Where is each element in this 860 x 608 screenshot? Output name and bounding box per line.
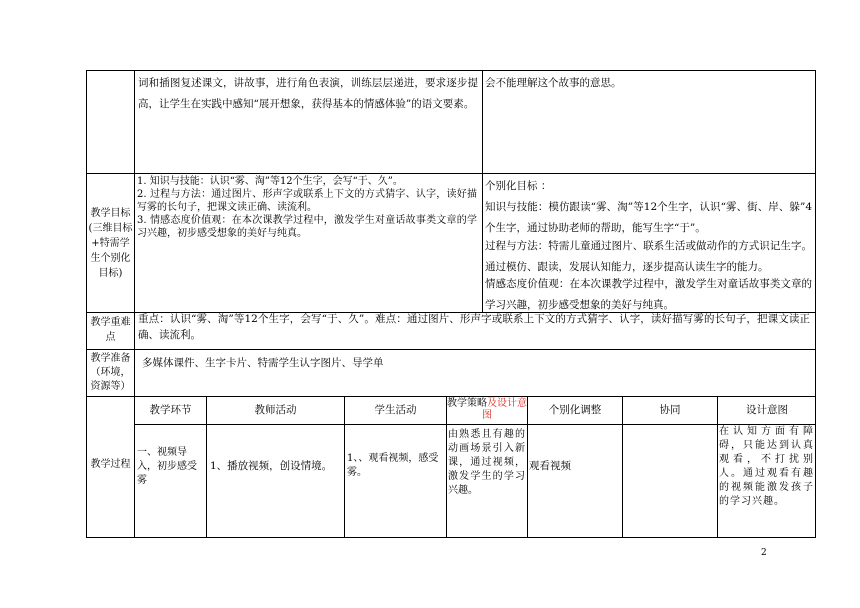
header-stage: 教学环节 [149,404,192,416]
prev-row-individual-content: 会不能理解这个故事的意思。 [485,77,622,89]
header-student: 学生活动 [374,404,417,416]
goals-label: 教学目标(三维目标+特需学生个别化目标) [88,208,133,279]
header-teacher: 教师活动 [254,404,297,416]
process-stage: 一、视频导入，初步感受雾 [137,447,197,486]
process-student: 1、、观看视频，感受雾。 [347,453,439,478]
goals-emotion: 3. 情感态度价值观：在本次课教学过程中，激发学生对童话故事类文章的学习兴趣，初步感受想象的美好与纯真。 [137,215,477,239]
header-coop: 协同 [659,404,681,416]
header-strategy-red: 及设计意图 [482,398,527,421]
individual-goals-process: 过程与方法：特需儿童通过图片、联系生活或做动作的方式识记生字。通过模仿、跟读，发展认知能力，逐步提高认读生字的能力。 [485,240,812,273]
process-label: 教学过程 [90,459,131,470]
header-adjust: 个别化调整 [548,404,602,416]
key-content: 重点：认识“雾、淘”等12个生字，会写“于、久”。难点：通过图片、形声字或联系上下文的方式猜字、认字，读好描写雾的长句子，把课文读正确、读流利。 [138,313,810,341]
header-strategy [447,398,527,422]
prev-row-label-cell [86,70,135,174]
prev-row-content: 词和插图复述课文，讲故事，进行角色表演，训练层层递进，要求逐步提高，让学生在实践中感知“展开想象，获得基本的情感体验”的语文要素。 [138,77,478,110]
process-header-divider [134,424,816,425]
header-design: 设计意图 [746,404,788,416]
key-label: 教学重难点 [90,317,131,343]
individual-goals-emotion: 情感态度价值观：在本次课教学过程中，激发学生对童话故事类文章的学习兴趣，初步感受想象的美好与纯真。 [485,278,812,311]
prep-label: 教学准备（环境，资源等） [90,353,131,392]
goals-knowledge: 1. 知识与技能：认识“雾、淘”等12个生字，会写“于、久”。 [137,176,403,187]
prep-content: 多媒体课件、生字卡片、特需学生认字图片、导学单 [142,357,384,369]
individual-goals-knowledge: 知识与技能：模仿跟读“雾、淘”等12个生字，认识“雾、街、岸、躲”4个生字，通过协助老师的帮助，能写生字“于”。 [485,201,812,234]
header-strategy-black: 教学策略 [447,398,487,409]
process-teacher: 1、播放视频，创设情境。 [210,460,333,472]
page-number: 2 [761,548,767,558]
process-strategy: 由熟悉且有趣的动画场景引入新课，通过视频，激发学生的学习兴趣。 [448,429,525,496]
goals-process: 2. 过程与方法：通过图片、形声字或联系上下文的方式猜字、认字，读好描写雾的长句子，把课文读正确、读流利。 [137,189,477,213]
process-adjust: 观看视频 [529,460,571,472]
individual-goals-title: 个别化目标 ： [485,180,552,192]
process-design: 在认知方面有障碍，只能达到认真观看，不打扰别人。通过观看有趣的视频能激发孩子的学习兴趣。 [719,426,814,507]
